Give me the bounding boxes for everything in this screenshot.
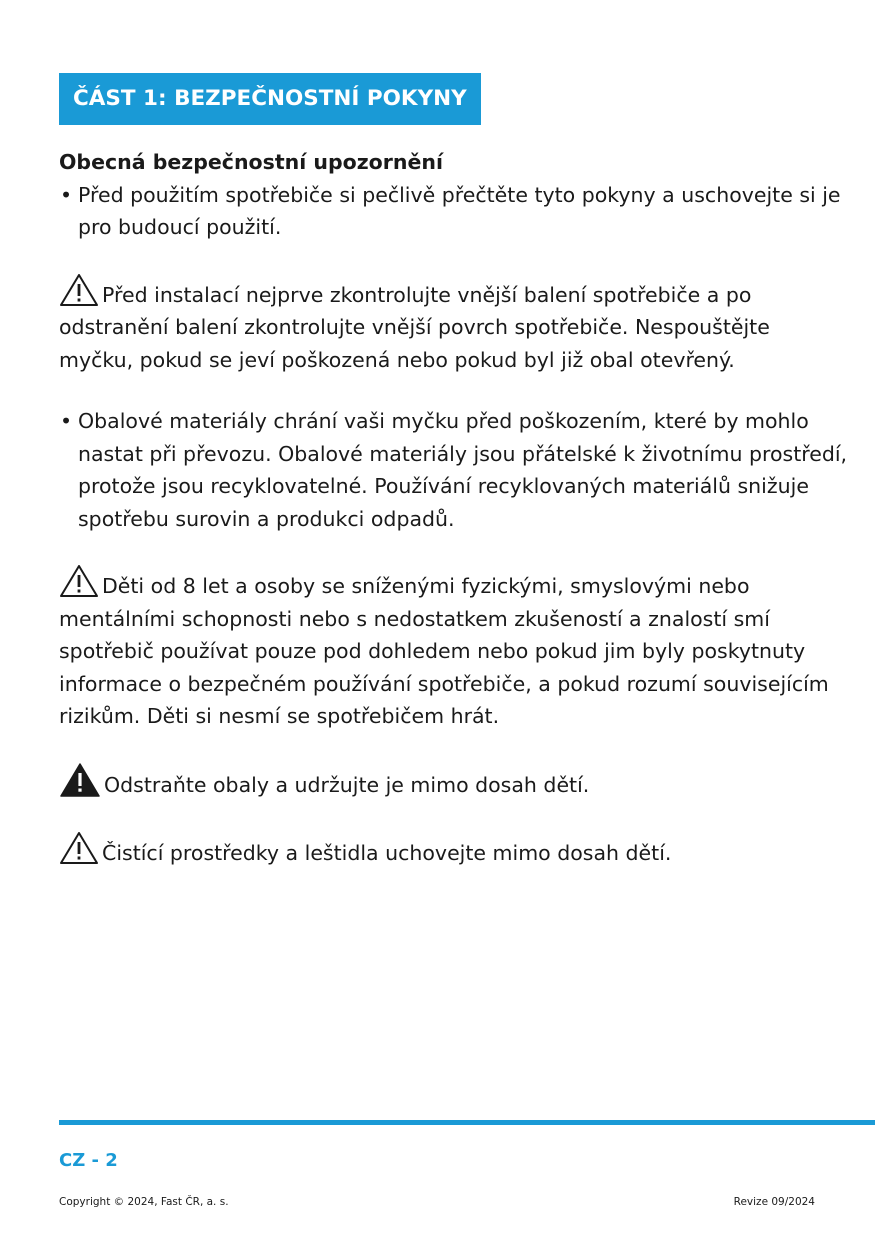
page-number: CZ - 2 [59,1150,118,1171]
safety-content [59,146,849,870]
warning-triangle-filled-icon [59,763,101,797]
subheading: Obecná bezpečnostní upozornění [59,150,443,174]
bullet-dot: • [60,182,73,207]
revision-label: Revize 09/2024 [733,1196,815,1208]
warning-triangle-outline-icon [59,564,99,598]
warning-paragraph [59,763,849,802]
warning-text: Děti od 8 let a osoby se sníženými fyzickými, smyslovými nebo mentálními schopnosti nebo s nedostatkem zkušeností a znalostí smí spotřebič používat pouze pod dohledem nebo pokud jim byly poskytnuty informace o bezpečném používání spotřebiče, a pokud rozumí souvisejícím rizikům. Děti si nesmí se spotřebičem hrát. [59,574,829,728]
copyright-notice: Copyright © 2024, Fast ČR, a. s. [59,1196,229,1208]
warning-paragraph [59,273,849,377]
warning-paragraph [59,831,849,870]
bullet-item [59,405,849,535]
bullet-text: Před použitím spotřebiče si pečlivě přečtěte tyto pokyny a uschovejte si je pro budoucí použití. [78,182,841,239]
footer-divider [59,1120,875,1125]
bullet-text: Obalové materiály chrání vaši myčku před poškozením, které by mohlo nastat při převozu. Obalové materiály jsou přátelské k životnímu prostředí, protože jsou recyklovatelné. Používání recyklovaných materiálů snižuje spotřebu surovin a produkci odpadů. [78,409,848,531]
warning-text: Čistící prostředky a leštidla uchovejte mimo dosah dětí. [102,841,672,865]
bullet-dot: • [60,409,73,433]
warning-triangle-outline-icon [59,273,99,307]
warning-text: Odstraňte obaly a udržujte je mimo dosah dětí. [104,772,590,797]
warning-triangle-outline-icon [59,831,99,865]
warning-text: Před instalací nejprve zkontrolujte vnější balení spotřebiče a po odstranění balení zkontrolujte vnější povrch spotřebiče. Nespouštějte myčku, pokud se jeví poškozená nebo pokud byl již obal otevřený. [59,282,770,372]
section-title: ČÁST 1: BEZPEČNOSTNÍ POKYNY [59,73,481,125]
warning-paragraph [59,564,849,733]
bullet-item [59,179,849,244]
